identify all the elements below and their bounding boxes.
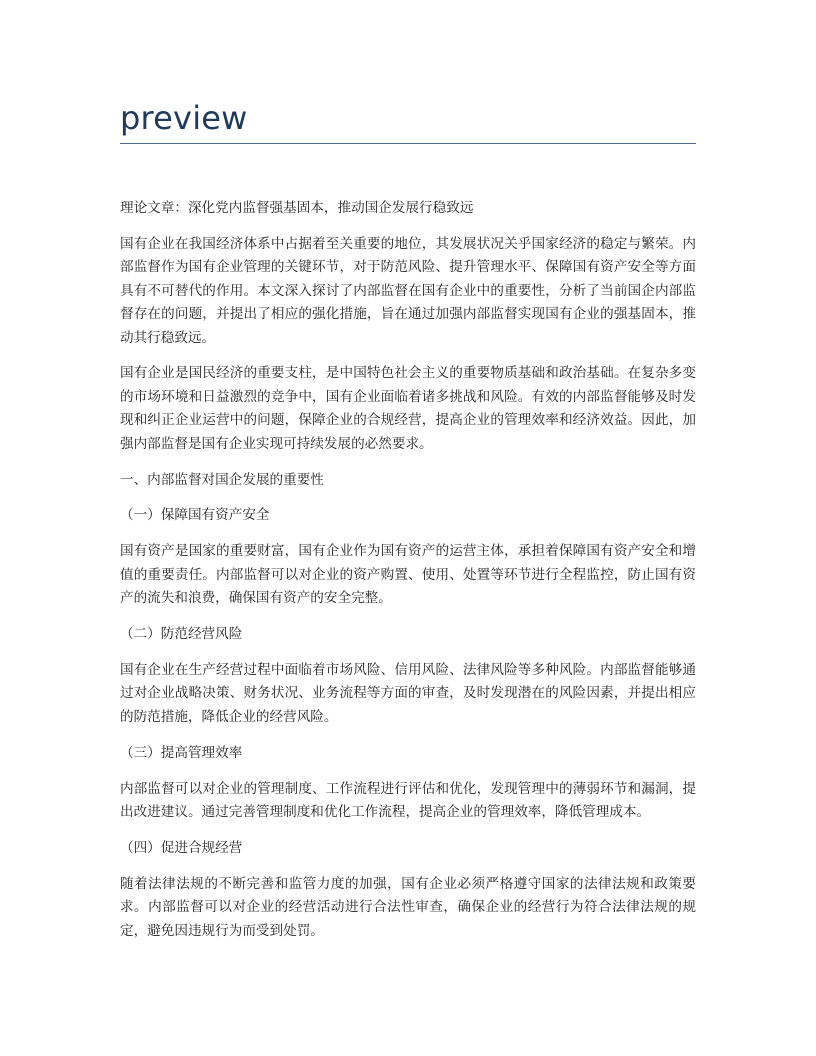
body-paragraph: 国有企业在生产经营过程中面临着市场风险、信用风险、法律风险等多种风险。内部监督能够通过对企业战略决策、财务状况、业务流程等方面的审查，及时发现潜在的风险因素，并提出相应的防范措施，降低企业的经营风险。: [120, 662, 696, 725]
subsection-heading-3: （三）提高管理效率: [120, 744, 243, 761]
body-paragraph: 随着法律法规的不断完善和监管力度的加强，国有企业必须严格遵守国家的法律法规和政策要求。内部监督可以对企业的经营活动进行合法性审查，确保企业的经营行为符合法律法规的规定，避免因违规行为而受到处罚。: [120, 875, 696, 939]
intro-paragraph: 国有企业是国民经济的重要支柱，是中国特色社会主义的重要物质基础和政治基础。在复杂多变的市场环境和日益激烈的竞争中，国有企业面临着诸多挑战和风险。有效的内部监督能够及时发现和纠正企业运营中的问题，保障企业的合规经营，提高企业的管理效率和经济效益。因此，加强内部监督是国有企业实现可持续发展的必然要求。: [120, 365, 696, 452]
subsection-heading-2: （二）防范经营风险: [120, 626, 243, 643]
document-body: [120, 197, 696, 956]
section-heading-1: 一、内部监督对国企发展的重要性: [120, 471, 324, 488]
body-paragraph: 内部监督可以对企业的管理制度、工作流程进行评估和优化，发现管理中的薄弱环节和漏洞，提出改进建议。通过完善管理制度和优化工作流程，提高企业的管理效率，降低管理成本。: [120, 780, 696, 821]
subsection-heading-1: （一）保障国有资产安全: [120, 507, 270, 524]
body-paragraph: 国有资产是国家的重要财富，国有企业作为国有资产的运营主体，承担着保障国有资产安全和增值的重要责任。内部监督可以对企业的资产购置、使用、处置等环节进行全程监控，防止国有资产的流失和浪费，确保国有资产的安全完整。: [120, 543, 696, 607]
title-divider: [120, 143, 696, 144]
abstract-paragraph: 国有企业在我国经济体系中占据着至关重要的地位，其发展状况关乎国家经济的稳定与繁荣。内部监督作为国有企业管理的关键环节，对于防范风险、提升管理水平、保障国有资产安全等方面具有不可替代的作用。本文深入探讨了内部监督在国有企业中的重要性，分析了当前国企内部监督存在的问题，并提出了相应的强化措施，旨在通过加强内部监督实现国有企业的强基固本，推动其行稳致远。: [120, 235, 696, 346]
document-title: preview: [120, 99, 248, 137]
article-title: 理论文章：深化党内监督强基固本，推动国企发展行稳致远: [120, 200, 474, 216]
subsection-heading-4: （四）促进合规经营: [120, 839, 243, 856]
